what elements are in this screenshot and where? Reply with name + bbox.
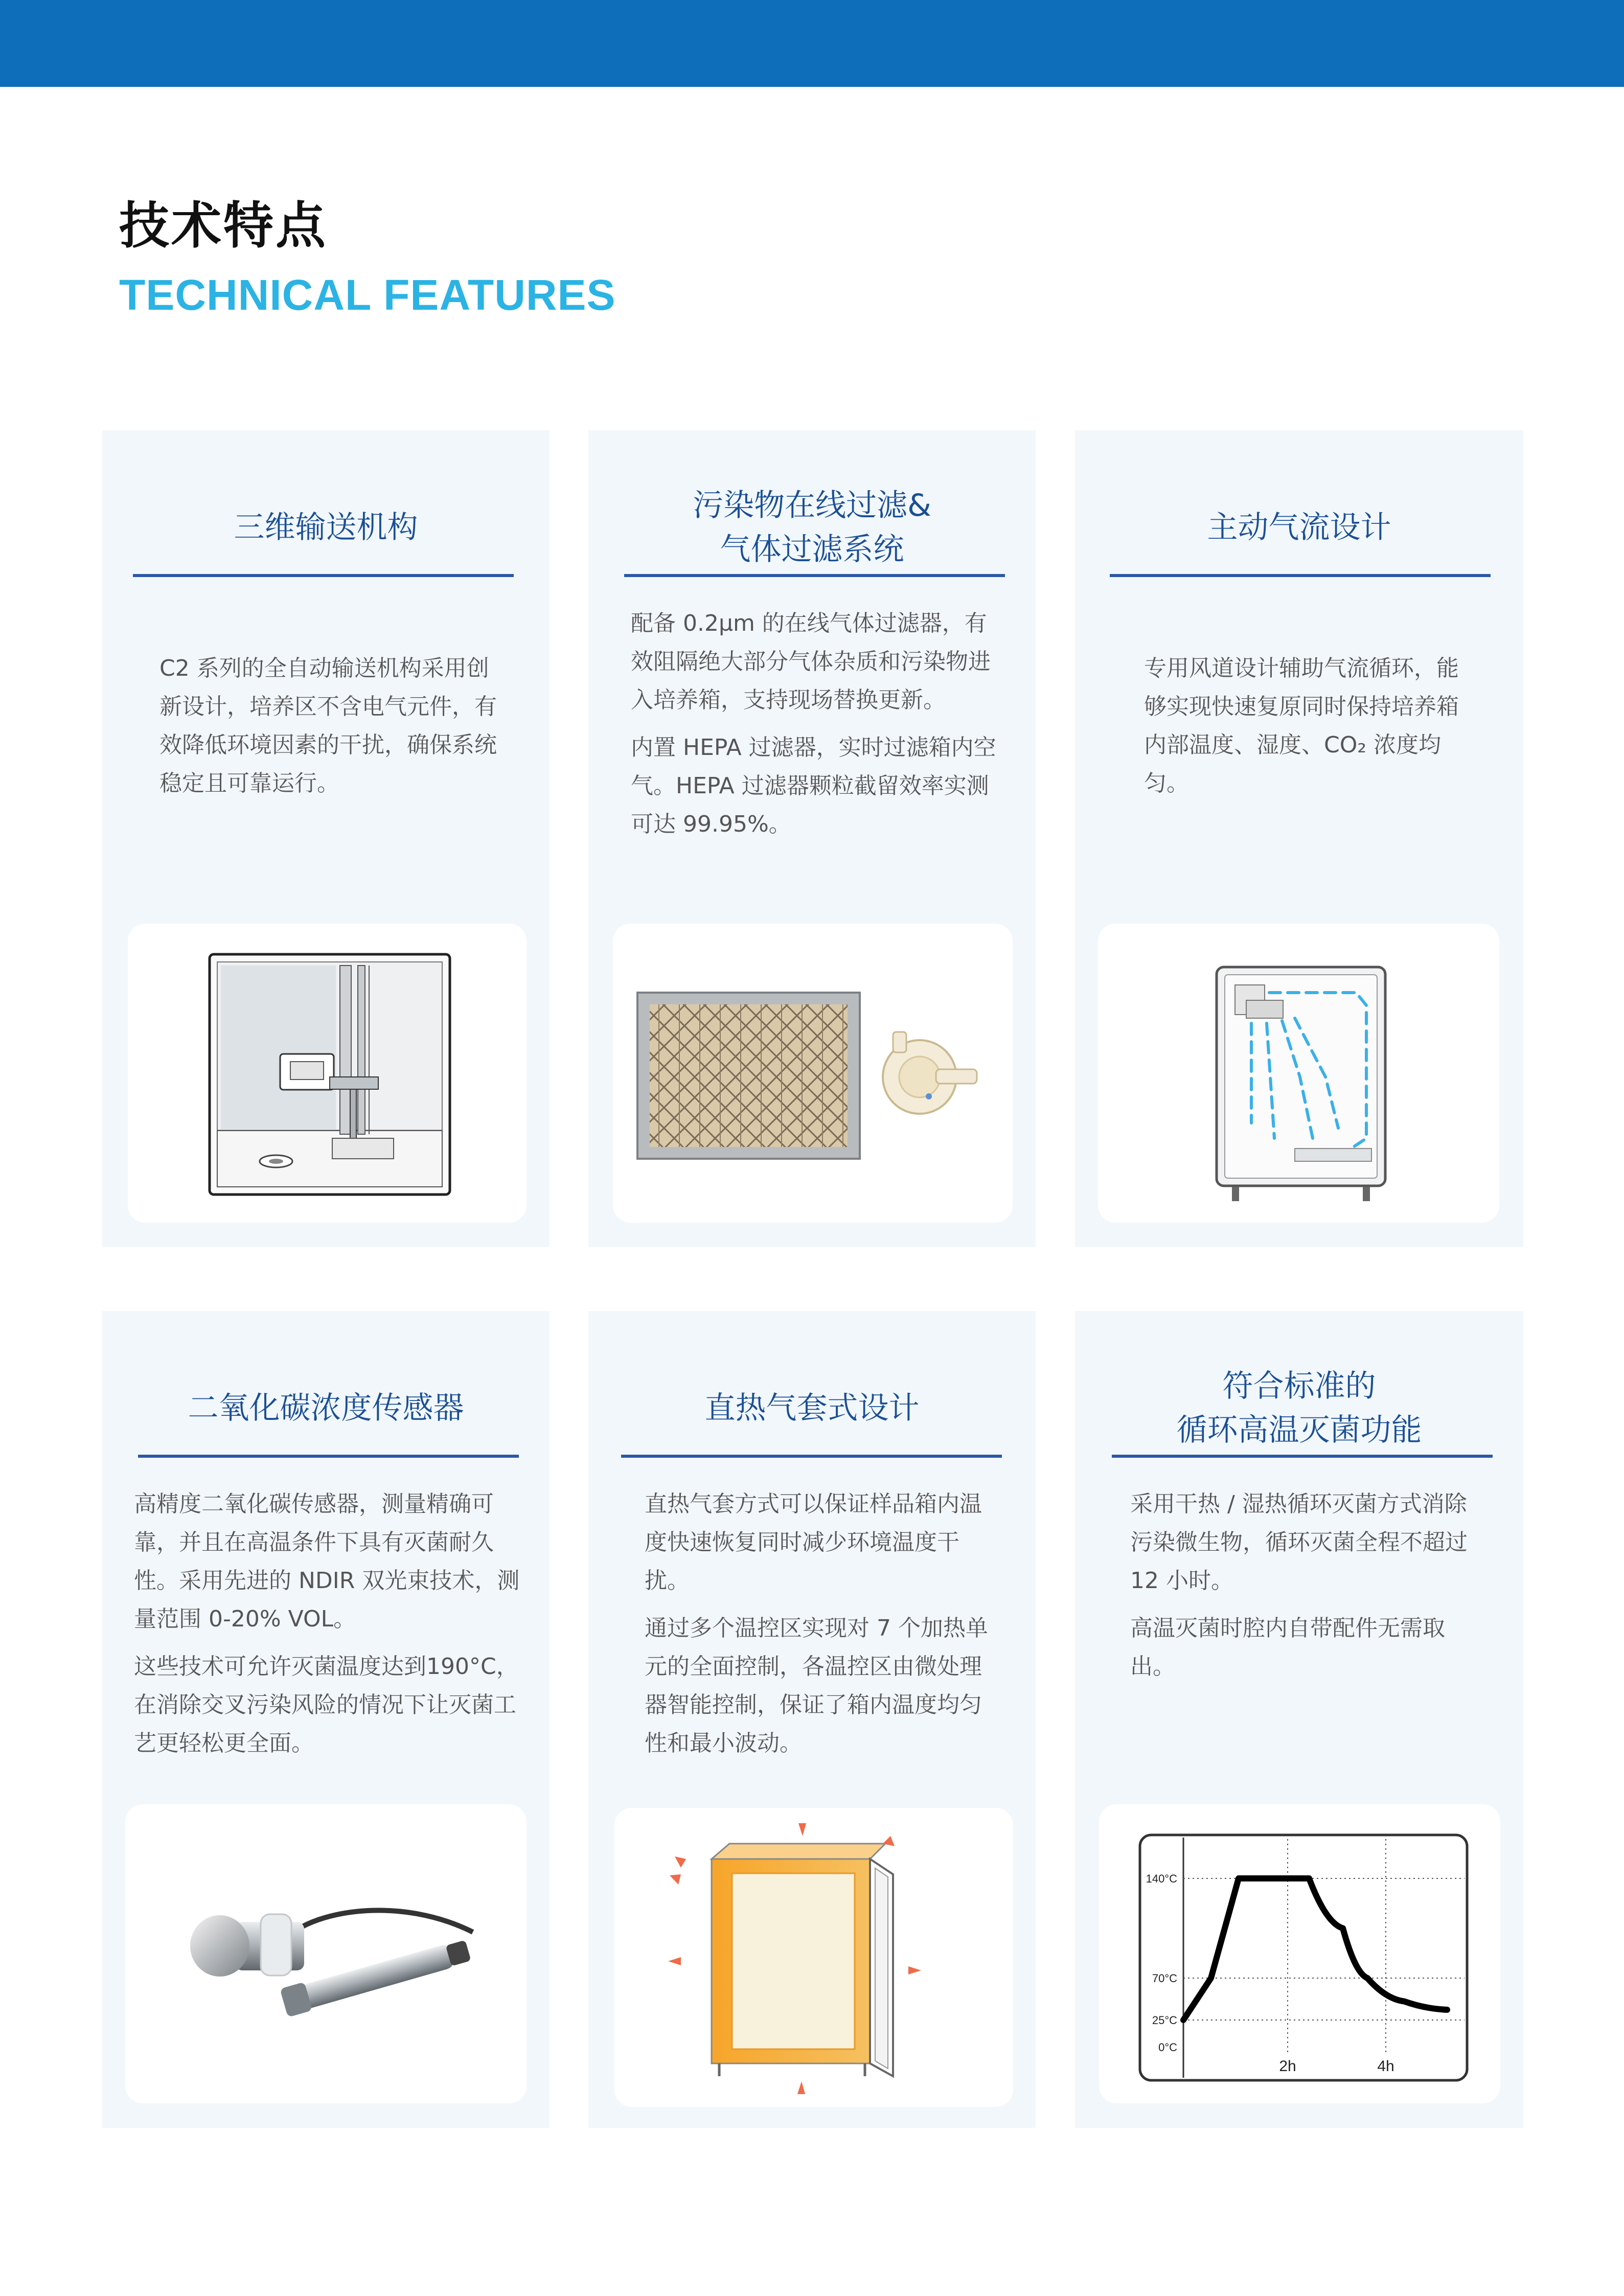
feature-description	[134, 1485, 520, 1772]
feature-paragraph: 通过多个温控区实现对 7 个加热单元的全面控制，各温控区由微处理器智能控制，保证了箱内温度均匀性和最小波动。	[645, 1615, 988, 1756]
title-divider	[621, 1455, 1002, 1458]
feature-paragraph: 专用风道设计辅助气流循环，能够实现快速复原同时保持培养箱内部温度、湿度、CO₂ 浓度均匀。	[1144, 655, 1459, 796]
feature-paragraph: 直热气套方式可以保证样品箱内温度快速恢复同时减少环境温度干扰。	[645, 1491, 982, 1594]
feature-paragraph: 这些技术可允许灭菌温度达到190°C，在消除交叉污染风险的情况下让灭菌工艺更轻松更全面。	[134, 1654, 519, 1756]
title-divider	[138, 1455, 519, 1458]
title-divider	[624, 574, 1005, 577]
feature-description	[645, 1485, 992, 1772]
feature-image-panel	[128, 924, 527, 1223]
y-tick-label: 140°C	[1146, 1872, 1177, 1885]
feature-title: 三维输送机构	[234, 510, 418, 545]
y-tick-label: 25°C	[1152, 2014, 1177, 2027]
title-divider	[133, 574, 514, 577]
co2-sensor-photo	[125, 1804, 527, 2103]
feature-image-panel	[613, 924, 1013, 1223]
feature-title: 主动气流设计	[1207, 510, 1391, 545]
feature-paragraph: 内置 HEPA 过滤器，实时过滤箱内空气。HEPA 过滤器颗粒截留效率实测可达 99.95%。	[631, 734, 996, 837]
x-tick-label: 2h	[1279, 2058, 1296, 2075]
feature-card-filtration	[588, 430, 1036, 1247]
feature-title: 直热气套式设计	[704, 1390, 920, 1426]
feature-paragraph: 高精度二氧化碳传感器，测量精确可靠，并且在高温条件下具有灭菌耐久性。采用先进的 NDIR 双光束技术，测量范围 0-20% VOL。	[134, 1491, 520, 1632]
hepa-filter-and-gas-filter-photo	[613, 924, 1013, 1223]
feature-card-sterilization	[1075, 1311, 1523, 2128]
title-divider	[1110, 574, 1491, 577]
feature-card-co2-sensor	[102, 1311, 550, 2128]
feature-description	[1130, 1485, 1478, 1695]
y-tick-label: 0°C	[1158, 2041, 1177, 2054]
feature-image-panel	[614, 1808, 1013, 2107]
feature-paragraph: 采用干热 / 湿热循环灭菌方式消除污染微生物，循环灭菌全程不超过 12 小时。	[1130, 1491, 1468, 1594]
feature-description	[159, 649, 507, 812]
feature-description	[1144, 649, 1466, 812]
transport-mechanism-illustration	[128, 924, 527, 1223]
feature-image-panel	[1099, 1804, 1500, 2103]
feature-card-heat-jacket	[588, 1311, 1036, 2128]
direct-heat-jacket-illustration	[614, 1808, 1013, 2107]
feature-paragraph: 高温灭菌时腔内自带配件无需取出。	[1130, 1615, 1445, 1680]
sterilization-temperature-chart	[1099, 1804, 1500, 2103]
feature-title: 符合标准的 循环高温灭菌功能	[1176, 1368, 1422, 1448]
y-tick-label: 70°C	[1152, 1972, 1177, 1985]
airflow-diagram	[1098, 924, 1499, 1223]
section-title: 技术特点	[119, 197, 328, 255]
chart-frame	[1140, 1835, 1467, 2080]
feature-paragraph: 配备 0.2μm 的在线气体过滤器，有效阻隔绝大部分气体杂质和污染物进入培养箱，支持现场替换更新。	[631, 610, 991, 713]
feature-image-panel	[1098, 924, 1499, 1223]
title-divider	[1112, 1455, 1493, 1458]
feature-description	[631, 604, 996, 853]
feature-card-airflow	[1075, 430, 1523, 1247]
feature-paragraph: C2 系列的全自动输送机构采用创新设计，培养区不含电气元件，有效降低环境因素的干扰，确保系统稳定且可靠运行。	[159, 655, 497, 796]
feature-card-transport	[102, 430, 550, 1247]
feature-image-panel	[125, 1804, 527, 2103]
section-subtitle: TECHNICAL FEATURES	[119, 271, 616, 319]
feature-title: 污染物在线过滤& 气体过滤系统	[693, 488, 931, 567]
top-banner	[0, 0, 1624, 87]
feature-title: 二氧化碳浓度传感器	[188, 1390, 464, 1426]
x-tick-label: 4h	[1377, 2058, 1394, 2075]
